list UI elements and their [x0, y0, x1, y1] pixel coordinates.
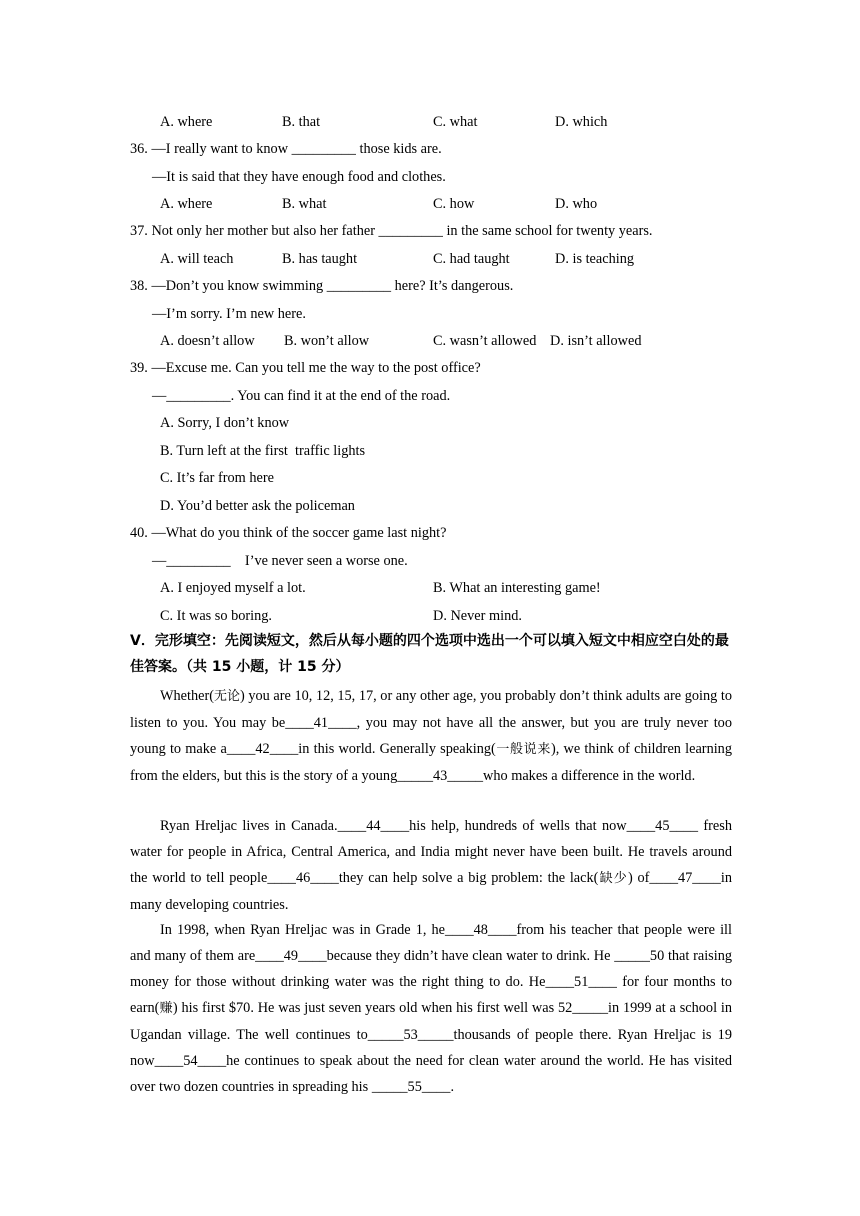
- p2-text-3: fresh water for people in Africa, Central America, and India might never have been built. He travels around the world to tell people: [130, 818, 732, 886]
- q40-reply: —_________ I’ve never seen a worse one.: [152, 553, 408, 569]
- q37-option-d: D. is teaching: [555, 251, 635, 267]
- section-5-heading: V．完形填空：先阅读短文，然后从每小题的四个选项中选出一个可以填入短文中相应空白处的最佳答案。（共 15 小题，计 15 分）: [130, 633, 729, 675]
- p3-text-8: thousands of people there. Ryan Hreljac is 19 now: [130, 1027, 732, 1069]
- p2-cjk-1: 缺少: [598, 871, 628, 886]
- p1-text-6: who makes a difference in the world.: [483, 768, 696, 784]
- q36-stem: 36. —I really want to know _________ those kids are.: [130, 141, 442, 157]
- blank-43: _____43_____: [397, 768, 484, 784]
- blank-52: 52_____: [557, 1000, 609, 1016]
- blank-53: _____53_____: [367, 1027, 454, 1043]
- blank-45: ____45____: [626, 818, 699, 834]
- p3-text-9: he continues to speak about the need for clean water around the world. He has visited over two dozen countries in spreading his: [130, 1053, 732, 1095]
- p1-cjk-2: 一般说来: [495, 742, 551, 757]
- passage-paragraph-2: [130, 813, 732, 918]
- p1-text-5: ), we think of children learning from the elders, but this is the story of a young: [130, 741, 732, 784]
- q39-option-a: A. Sorry, I don’t know: [160, 415, 290, 431]
- p3-text-10: .: [450, 1079, 455, 1095]
- p3-text-2: from his teacher that people were ill and many of them are: [130, 922, 732, 964]
- q38-stem: 38. —Don’t you know swimming _________ here? It’s dangerous.: [130, 278, 514, 294]
- p3-text-4: that raising money for those without drinking water was the right thing to do. He: [130, 948, 732, 990]
- blank-50: _____50: [614, 948, 665, 964]
- blank-49: ____49____: [255, 948, 327, 964]
- q38-option-b: B. won’t allow: [284, 333, 370, 349]
- q39-option-c: C. It’s far from here: [160, 470, 274, 486]
- p2-text-4: they can help solve a big problem: the lack(: [338, 870, 599, 886]
- p2-text-1: Ryan Hreljac lives in Canada.: [160, 818, 338, 834]
- q40-option-c: C. It was so boring.: [160, 608, 272, 624]
- q36-option-a: A. where: [160, 196, 213, 212]
- q40-stem: 40. —What do you think of the soccer game last night?: [130, 525, 447, 541]
- p1-cjk-1: 无论: [213, 689, 241, 704]
- blank-51: ____51____: [545, 974, 617, 990]
- q39-reply: —_________. You can find it at the end of the road.: [152, 388, 451, 404]
- blank-41: ____41____: [285, 715, 357, 731]
- blank-42: ____42____: [226, 741, 299, 757]
- p3-text-6: ) his first $70. He was just seven years old when his first well was: [172, 1000, 558, 1016]
- p2-text-6: in many developing countries.: [130, 870, 732, 913]
- p3-text-1: In 1998, when Ryan Hreljac was in Grade 1, he: [160, 922, 445, 938]
- q40-option-d: D. Never mind.: [433, 608, 522, 624]
- q37-option-c: C. had taught: [433, 251, 510, 267]
- p3-text-5: for four months to earn(: [130, 974, 732, 1016]
- blank-47: ____47____: [649, 870, 721, 886]
- blank-44: ____44____: [337, 818, 410, 834]
- q35-option-c: C. what: [433, 114, 478, 130]
- blank-54: ____54____: [154, 1053, 227, 1069]
- q36-option-c: C. how: [433, 196, 475, 212]
- q35-option-d: D. which: [555, 114, 608, 130]
- blank-48: ____48____: [445, 922, 517, 938]
- q36-option-d: D. who: [555, 196, 598, 212]
- p2-text-2: his help, hundreds of wells that now: [409, 818, 627, 834]
- q35-option-b: B. that: [282, 114, 321, 130]
- passage-paragraph-3: [130, 917, 732, 1100]
- q37-option-a: A. will teach: [160, 251, 234, 267]
- q37-stem: 37. Not only her mother but also her father _________ in the same school for twenty years.: [130, 223, 653, 239]
- q39-option-d: D. You’d better ask the policeman: [160, 498, 355, 514]
- blank-46: ____46____: [267, 870, 339, 886]
- q39-option-b: B. Turn left at the first traffic lights: [160, 443, 366, 459]
- q38-reply: —I’m sorry. I’m new here.: [152, 306, 306, 322]
- p2-text-5: ) of: [627, 870, 650, 886]
- q37-option-b: B. has taught: [282, 251, 358, 267]
- passage-paragraph-1: [130, 683, 732, 789]
- q38-option-d: D. isn’t allowed: [550, 333, 642, 349]
- p3-text-3: because they didn’t have clean water to drink. He: [326, 948, 615, 964]
- p3-cjk-1: 赚: [159, 1001, 173, 1016]
- q36-option-b: B. what: [282, 196, 327, 212]
- q39-stem: 39. —Excuse me. Can you tell me the way to the post office?: [130, 360, 481, 376]
- q38-option-c: C. wasn’t allowed: [433, 333, 537, 349]
- q35-option-a: A. where: [160, 114, 213, 130]
- blank-55: _____55____: [371, 1079, 451, 1095]
- p1-text-1: Whether(: [160, 688, 214, 704]
- q38-option-a: A. doesn’t allow: [160, 333, 255, 349]
- p1-text-2: ) you are 10, 12, 15, 17, or any other age, you probably don’t think adults are going to listen to you. You may be: [130, 688, 732, 731]
- p3-text-7: in 1999 at a school in Ugandan village. The well continues to: [130, 1000, 733, 1043]
- p1-text-4: in this world. Generally speaking(: [298, 741, 496, 757]
- q36-reply: —It is said that they have enough food and clothes.: [152, 169, 446, 185]
- q40-option-b: B. What an interesting game!: [433, 580, 601, 596]
- q40-option-a: A. I enjoyed myself a lot.: [160, 580, 306, 596]
- p1-text-3: , you may not have all the answer, but you are truly never too young to make a: [130, 715, 732, 757]
